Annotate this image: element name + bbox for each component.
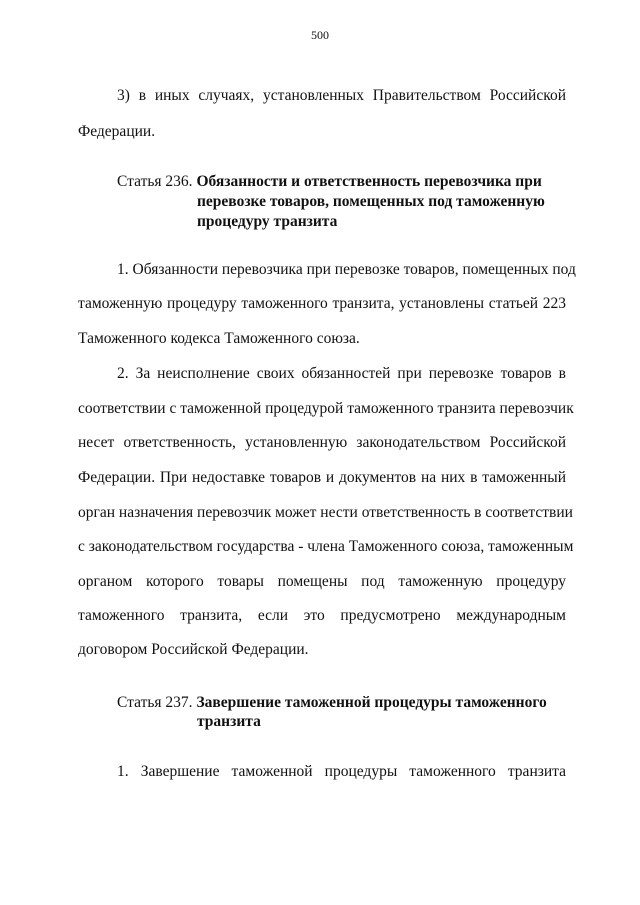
article-237-heading xyxy=(117,693,547,712)
paragraph-2-line-2: соответствии с таможенной процедурой таможенного транзита перевозчик xyxy=(78,400,574,417)
article-237-title-line-1: Завершение таможенной процедуры таможенного xyxy=(196,694,547,711)
item3-line-2: Федерации. xyxy=(78,123,156,140)
article-236-label: Статья 236. xyxy=(117,173,193,190)
paragraph-2-line-1: 2. За неисполнение своих обязанностей при перевозке товаров в xyxy=(117,365,566,382)
paragraph-3-line-1: 1. Завершение таможенной процедуры таможенного транзита xyxy=(117,763,566,780)
article-236-heading xyxy=(117,172,542,191)
paragraph-2-line-5: орган назначения перевозчик может нести ответственность в соответствии xyxy=(78,504,573,521)
item3-line-1: 3) в иных случаях, установленных Правительством Российской xyxy=(117,87,566,104)
paragraph-2-line-7: органом которого товары помещены под таможенную процедуру xyxy=(78,573,566,590)
paragraph-2-line-4: Федерации. При недоставке товаров и документов на них в таможенный xyxy=(78,469,566,486)
paragraph-2-line-6: с законодательством государства - члена Таможенного союза, таможенным xyxy=(78,538,574,555)
paragraph-1-line-1: 1. Обязанности перевозчика при перевозке товаров, помещенных под xyxy=(117,261,576,278)
page-number: 500 xyxy=(311,28,329,42)
paragraph-1-line-3: Таможенного кодекса Таможенного союза. xyxy=(78,330,360,347)
paragraph-1-line-2: таможенную процедуру таможенного транзита, установлены статьей 223 xyxy=(78,295,566,312)
paragraph-2-line-9: договором Российской Федерации. xyxy=(78,641,309,658)
paragraph-2-line-3: несет ответственность, установленную законодательством Российской xyxy=(78,434,566,451)
article-236-title-line-2: перевозке товаров, помещенных под таможенную xyxy=(197,193,545,210)
paragraph-2-line-8: таможенного транзита, если это предусмотрено международным xyxy=(78,607,566,624)
article-236-title-line-1: Обязанности и ответственность перевозчика при xyxy=(196,173,542,190)
article-237-title-line-2: транзита xyxy=(197,713,261,730)
article-237-label: Статья 237. xyxy=(117,694,193,711)
article-236-title-line-3: процедуру транзита xyxy=(197,213,338,230)
